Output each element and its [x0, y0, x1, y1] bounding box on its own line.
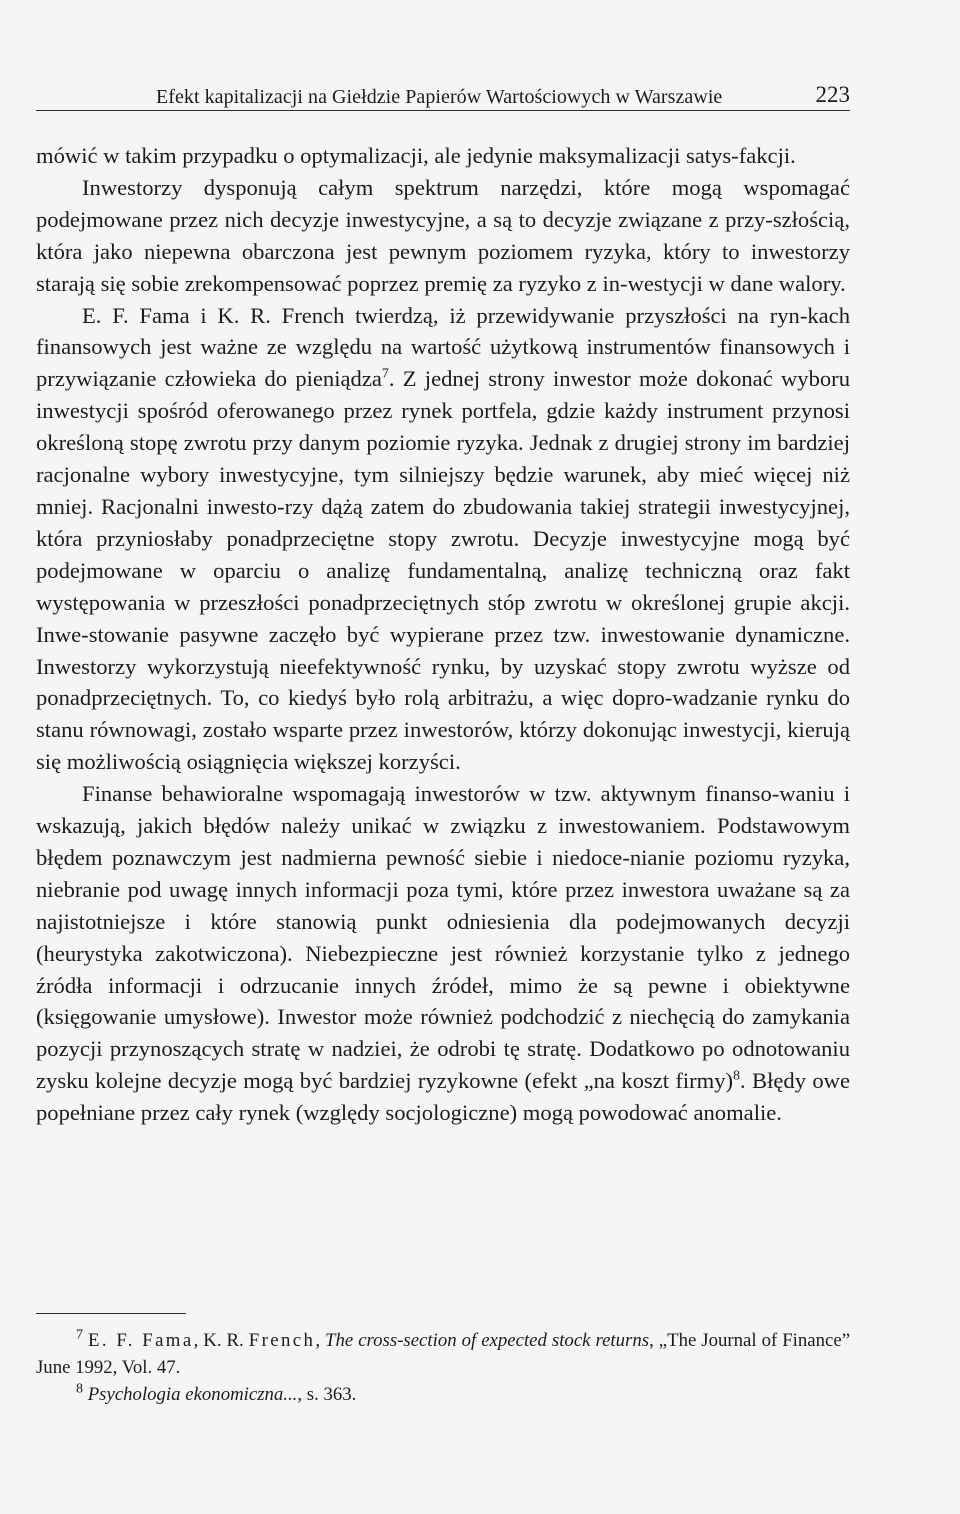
footnote-ref-8[interactable]: 8 — [733, 1068, 741, 1084]
paragraph-3-text-b: . Z jednej strony inwestor może dokonać wyboru inwestycji spośród oferowanego przez rynek portfela, gdzie każdy instrument przynosi określoną stopę zwrotu przy danym poziomie ryzyka. Jednak z drugiej strony im bardziej racjonalne wybory inwestycyjne, tym silniejszy będzie warunek, aby mieć więcej niż mniej. Racjonalni inwesto-rzy dążą zatem do zbudowania takiej strategii inwestycyjnej, która przyniosłaby ponadprzeciętne stopy zwrotu. Decyzje inwestycyjne mogą być podejmowane w oparciu o analizę fundamentalną, analizę techniczną oraz fakt występowania w przeszłości ponadprzeciętnych stóp zwrotu w określonej grupie akcji. Inwe-stowanie pasywne zaczęło być wypierane przez tzw. inwestowanie dynamiczne. Inwestorzy wykorzystują nieefektywność rynku, by uzyskać stopy zwrotu wyższe od ponadprzeciętnych. To, co kiedyś było rolą arbitrażu, a więc dopro-wadzanie rynku do stanu równowagi, zostało wsparte przez inwestorów, którzy dokonując inwestycji, kierują się możliwością osiągnięcia większej korzyści. — [36, 366, 850, 775]
footnote-8 — [36, 1381, 850, 1408]
page-number: 223 — [815, 82, 850, 107]
paragraph-4-text-b: . Błędy owe popełniane przez cały rynek (względy socjologiczne) mogą powodować anomalie. — [36, 1068, 850, 1126]
paragraph-1: mówić w takim przypadku o optymalizacji, ale jedynie maksymalizacji satys-fakcji. — [36, 143, 796, 168]
footnote-ref-7[interactable]: 7 — [381, 366, 389, 382]
paragraph-2: Inwestorzy dysponują całym spektrum narzędzi, które mogą wspomagać podejmowane przez nich decyzje inwestycyjne, a są to decyzje związane z przy-szłością, która jako niepewna obarczona jest pewnym poziomem ryzyka, który to inwestorzy starają się sobie zrekompensować poprzez premię za ryzyko z in-westycji w dane walory. — [36, 174, 850, 296]
paragraph-3-text-a: E. F. Fama i K. R. French twierdzą, iż przewidywanie przyszłości na ryn-kach finansowych jest ważne ze względu na wartość użytkową instrumentów finansowych i przywiązanie człowieka do pieniądza — [36, 302, 850, 392]
footnotes — [36, 1327, 850, 1408]
running-header — [36, 76, 850, 111]
footnote-7-rest: , „The Journal of Finance” June 1992, Vol. 47. — [36, 1330, 851, 1378]
footnote-7 — [36, 1327, 850, 1381]
footnote-7-title: The cross-section of expected stock returns — [325, 1330, 650, 1351]
footnote-7-mark: 7 — [76, 1327, 83, 1343]
footnote-8-rest: , s. 363. — [297, 1384, 357, 1405]
footnote-8-mark: 8 — [76, 1381, 83, 1397]
body-text — [36, 140, 850, 1129]
footnote-7-separator: , K. R. — [193, 1330, 249, 1351]
paragraph-4 — [36, 778, 850, 1129]
footnote-separator — [36, 1313, 186, 1314]
footnote-7-comma: , — [315, 1330, 326, 1351]
document-page — [36, 0, 850, 1514]
footnote-7-author-1: E. F. Fama — [88, 1330, 194, 1351]
running-header-title: Efekt kapitalizacji na Giełdzie Papierów Wartościowych w Warszawie — [156, 86, 723, 108]
footnote-8-title: Psychologia ekonomiczna... — [87, 1384, 298, 1405]
paragraph-3 — [36, 300, 850, 779]
paragraph-4-text-a: Finanse behawioralne wspomagają inwestorów w tzw. aktywnym finanso-waniu i wskazują, jakich błędów należy unikać w związku z inwestowaniem. Podstawowym błędem poznawczym jest nadmierna pewność siebie i niedoce-nianie poziomu ryzyka, niebranie pod uwagę innych informacji poza tymi, które przez inwestora uważane są za najistotniejsze i które stanowią punkt odniesienia dla podejmowanych decyzji (heurystyka zakotwiczona). Niebezpieczne jest również korzystanie tylko z jednego źródła informacji i odrzucanie innych źródeł, mimo że są pewne i obiektywne (księgowanie umysłowe). Inwestor może również podchodzić z niechęcią do zamykania pozycji przynoszących stratę w nadziei, że odrobi tę stratę. Dodatkowo po odnotowaniu zysku kolejne decyzje mogą być bardziej ryzykowne (efekt „na koszt firmy) — [36, 781, 850, 1094]
footnote-7-author-2: French — [248, 1330, 316, 1351]
